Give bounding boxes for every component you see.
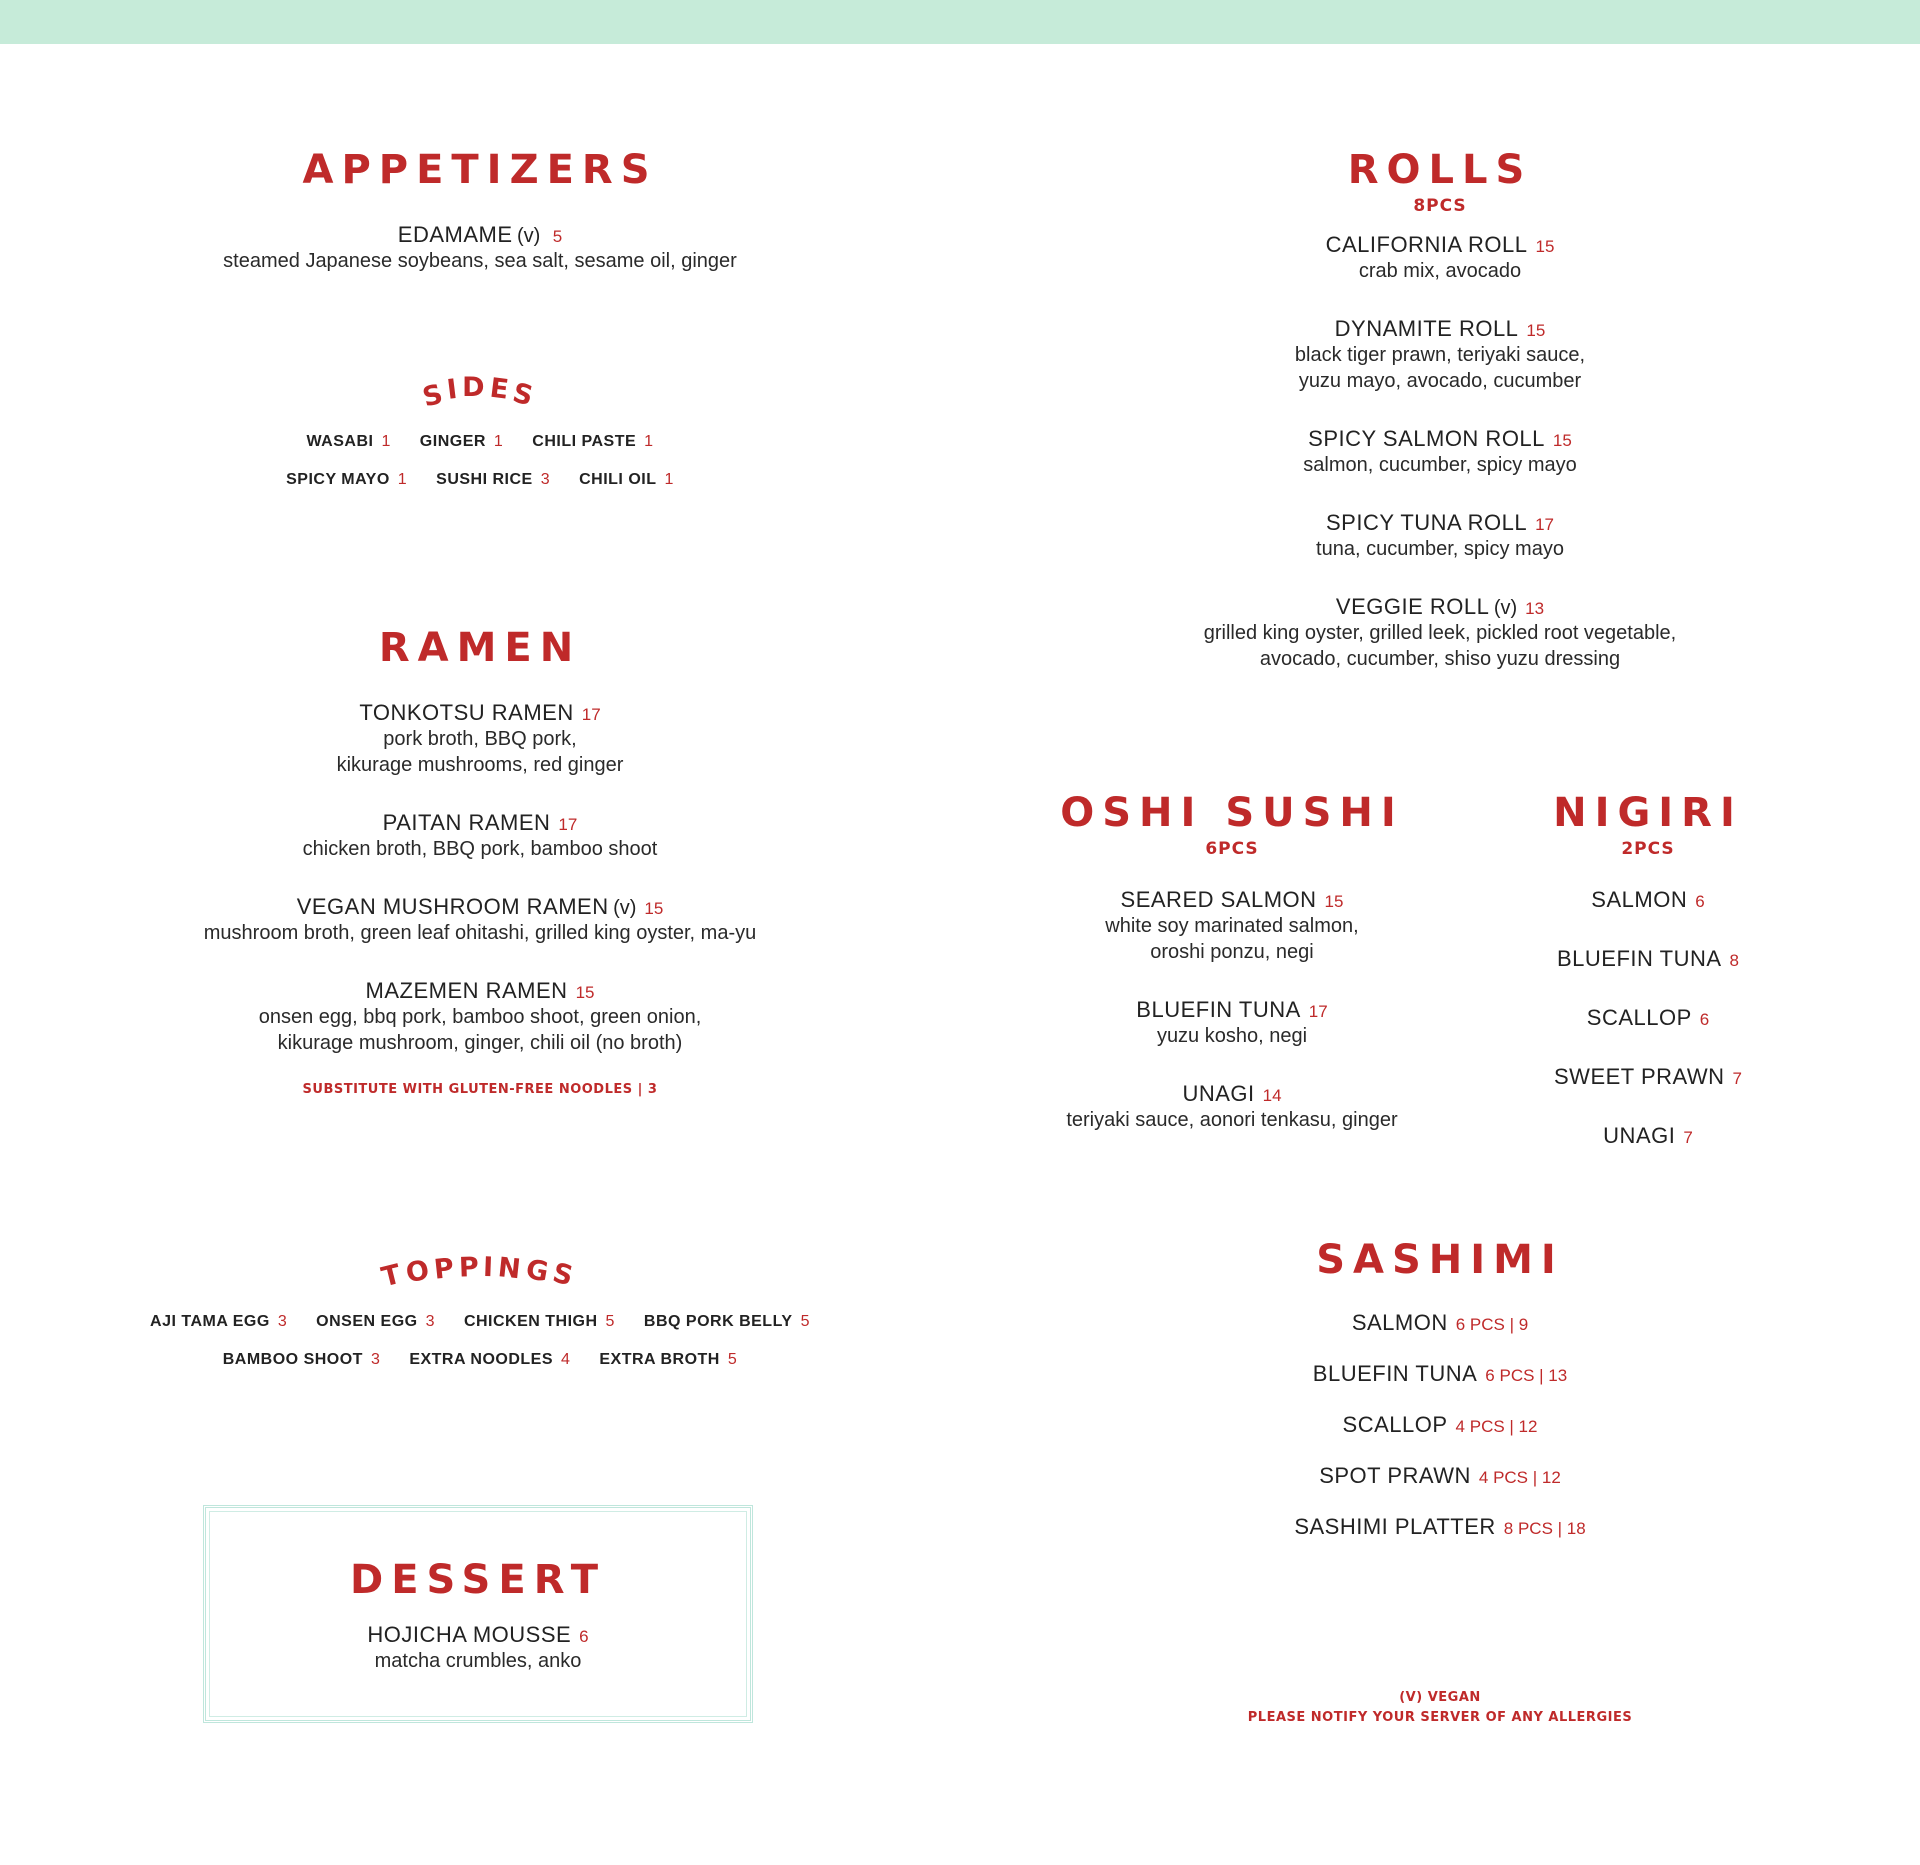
item-price: 17 xyxy=(558,815,578,834)
menu-item-spicy-salmon xyxy=(1040,426,1840,478)
item-name: VEGGIE ROLL xyxy=(1335,594,1490,619)
rolls-section xyxy=(1040,147,1840,672)
side-price: 3 xyxy=(540,471,551,488)
sashimi-item xyxy=(1040,1463,1840,1514)
oshi-sushi-heading: OSHI SUSHI xyxy=(1060,790,1404,836)
topping-item xyxy=(644,1313,810,1331)
nigiri-item xyxy=(1498,1005,1798,1064)
toppings-heading xyxy=(378,1251,582,1294)
item-name: EDAMAME xyxy=(397,222,513,247)
dessert-heading: DESSERT xyxy=(350,1557,606,1603)
footer-notes xyxy=(1040,1690,1840,1725)
side-name: WASABI xyxy=(306,433,374,450)
vegan-tag: (v) xyxy=(1493,597,1518,619)
item-description: salmon, cucumber, spicy mayo xyxy=(1303,454,1577,476)
vegan-tag: (v) xyxy=(516,225,541,247)
topping-price: 3 xyxy=(370,1351,381,1368)
item-description: mushroom broth, green leaf ohitashi, grilled king oyster, ma-yu xyxy=(203,922,757,944)
oshi-sushi-section xyxy=(1032,790,1432,1133)
side-item xyxy=(306,433,390,451)
heading-letter: E xyxy=(487,372,515,407)
item-price: 8 xyxy=(1729,951,1739,970)
item-detail: 6 PCS | 9 xyxy=(1455,1315,1529,1334)
item-name: CALIFORNIA ROLL xyxy=(1325,232,1528,257)
item-description: avocado, cucumber, shiso yuzu dressing xyxy=(1259,648,1621,670)
menu-item-hojicha xyxy=(203,1622,753,1674)
item-price: 14 xyxy=(1262,1086,1282,1105)
sashimi-item xyxy=(1040,1310,1840,1361)
item-price: 5 xyxy=(552,227,563,246)
ramen-section xyxy=(80,625,880,1097)
heading-letter: S xyxy=(419,377,451,414)
side-item xyxy=(436,471,550,489)
item-description: yuzu mayo, avocado, cucumber xyxy=(1298,370,1582,392)
item-description: teriyaki sauce, aonori tenkasu, ginger xyxy=(1066,1109,1398,1131)
sides-row-1 xyxy=(80,433,880,451)
item-description: oroshi ponzu, negi xyxy=(1150,941,1314,963)
topping-price: 5 xyxy=(605,1313,615,1330)
sashimi-section xyxy=(1040,1237,1840,1565)
top-banner xyxy=(0,0,1920,44)
item-description: kikurage mushrooms, red ginger xyxy=(336,754,624,776)
item-price: 7 xyxy=(1683,1128,1693,1147)
item-name: SWEET PRAWN xyxy=(1554,1064,1725,1089)
menu-item-veggie xyxy=(1040,594,1840,672)
item-name: SALMON xyxy=(1591,887,1688,912)
toppings-section xyxy=(80,1252,880,1369)
side-price: 1 xyxy=(397,471,408,488)
vegan-tag: (v) xyxy=(613,897,637,919)
nigiri-item xyxy=(1498,1064,1798,1123)
side-item xyxy=(286,471,407,489)
item-description: white soy marinated salmon, xyxy=(1105,915,1359,937)
item-name: SCALLOP xyxy=(1342,1412,1448,1437)
menu-item-vegan-mushroom xyxy=(80,894,880,946)
item-detail: 4 PCS | 12 xyxy=(1455,1417,1538,1436)
sashimi-heading: SASHIMI xyxy=(1316,1237,1564,1283)
item-price: 15 xyxy=(1324,892,1344,911)
topping-name: AJI TAMA EGG xyxy=(150,1313,270,1330)
item-price: 15 xyxy=(575,983,595,1002)
item-price: 17 xyxy=(1308,1002,1328,1021)
topping-name: CHICKEN THIGH xyxy=(463,1313,598,1330)
allergy-notice: PLEASE NOTIFY YOUR SERVER OF ANY ALLERGIES xyxy=(1247,1710,1633,1725)
side-item xyxy=(420,433,504,451)
item-name: SALMON xyxy=(1351,1310,1448,1335)
appetizers-section xyxy=(80,147,880,274)
item-name: DYNAMITE ROLL xyxy=(1334,316,1519,341)
ramen-heading: RAMEN xyxy=(378,625,582,671)
toppings-row-1 xyxy=(80,1313,880,1331)
menu-item-bluefin-tuna xyxy=(1032,997,1432,1049)
heading-letter: I xyxy=(482,1251,499,1284)
heading-letter: I xyxy=(445,373,464,406)
vegan-legend: (V) VEGAN xyxy=(1399,1690,1481,1705)
item-description: steamed Japanese soybeans, sea salt, sesame oil, ginger xyxy=(223,250,737,272)
topping-price: 4 xyxy=(561,1351,571,1368)
menu-item-spicy-tuna xyxy=(1040,510,1840,562)
item-price: 17 xyxy=(581,705,601,724)
item-price: 7 xyxy=(1732,1069,1742,1088)
item-name: SPOT PRAWN xyxy=(1319,1463,1471,1488)
nigiri-section xyxy=(1498,790,1798,1182)
appetizers-heading: APPETIZERS xyxy=(302,147,658,193)
item-name: BLUEFIN TUNA xyxy=(1312,1361,1478,1386)
gluten-free-note: SUBSTITUTE WITH GLUTEN-FREE NOODLES | 3 xyxy=(302,1082,658,1097)
item-name: PAITAN RAMEN xyxy=(382,810,551,835)
topping-item xyxy=(316,1313,435,1331)
heading-letter: S xyxy=(549,1257,582,1294)
side-name: CHILI PASTE xyxy=(532,433,637,450)
topping-name: EXTRA NOODLES xyxy=(409,1351,554,1368)
item-name: SPICY SALMON ROLL xyxy=(1308,426,1545,451)
side-price: 1 xyxy=(381,433,391,450)
topping-item xyxy=(464,1313,615,1331)
item-price: 6 xyxy=(579,1627,589,1646)
item-description: pork broth, BBQ pork, xyxy=(383,728,577,750)
menu-item-dynamite xyxy=(1040,316,1840,394)
rolls-heading: ROLLS xyxy=(1347,147,1533,193)
topping-item xyxy=(599,1351,737,1369)
item-detail: 8 PCS | 18 xyxy=(1503,1519,1586,1538)
item-price: 15 xyxy=(644,899,664,918)
topping-name: BAMBOO SHOOT xyxy=(222,1351,363,1368)
topping-price: 3 xyxy=(425,1313,435,1330)
side-name: SUSHI RICE xyxy=(436,471,533,488)
sashimi-item xyxy=(1040,1412,1840,1463)
sashimi-item xyxy=(1040,1361,1840,1412)
sides-heading xyxy=(419,372,541,414)
nigiri-heading: NIGIRI xyxy=(1553,790,1743,836)
topping-item xyxy=(223,1351,381,1369)
item-name: HOJICHA MOUSSE xyxy=(367,1622,572,1647)
side-name: GINGER xyxy=(419,433,486,450)
item-name: SEARED SALMON xyxy=(1120,887,1317,912)
topping-price: 5 xyxy=(727,1351,738,1368)
item-name: UNAGI xyxy=(1603,1123,1676,1148)
oshi-sushi-subtitle: 6PCS xyxy=(1205,839,1259,859)
item-price: 15 xyxy=(1526,321,1546,340)
heading-letter: P xyxy=(432,1252,461,1286)
item-description: matcha crumbles, anko xyxy=(374,1650,582,1672)
item-price: 15 xyxy=(1552,431,1572,450)
item-price: 17 xyxy=(1535,515,1555,534)
item-price: 6 xyxy=(1695,892,1705,911)
item-description: tuna, cucumber, spicy mayo xyxy=(1316,538,1564,560)
item-name: BLUEFIN TUNA xyxy=(1557,946,1722,971)
item-name: SASHIMI PLATTER xyxy=(1294,1514,1496,1539)
item-price: 15 xyxy=(1535,237,1555,256)
item-name: TONKOTSU RAMEN xyxy=(359,700,574,725)
item-description: onsen egg, bbq pork, bamboo shoot, green onion, xyxy=(258,1006,702,1028)
item-description: black tiger prawn, teriyaki sauce, xyxy=(1294,344,1586,366)
topping-item xyxy=(409,1351,570,1369)
menu-item-tonkotsu xyxy=(80,700,880,778)
menu-item-unagi xyxy=(1032,1081,1432,1133)
heading-letter: T xyxy=(378,1257,410,1294)
side-item xyxy=(532,433,653,451)
topping-price: 5 xyxy=(800,1313,810,1330)
nigiri-item xyxy=(1498,946,1798,1005)
heading-letter: O xyxy=(403,1253,437,1290)
sides-section xyxy=(80,372,880,489)
nigiri-item xyxy=(1498,887,1798,946)
item-name: MAZEMEN RAMEN xyxy=(365,978,568,1003)
item-price: 6 xyxy=(1699,1010,1710,1029)
item-price: 13 xyxy=(1525,599,1545,618)
item-description: crab mix, avocado xyxy=(1358,260,1522,282)
toppings-row-2 xyxy=(80,1351,880,1369)
item-description: yuzu kosho, negi xyxy=(1156,1025,1308,1047)
item-name: VEGAN MUSHROOM RAMEN xyxy=(296,894,609,919)
heading-letter: N xyxy=(496,1252,528,1286)
topping-item xyxy=(150,1313,287,1331)
item-name: BLUEFIN TUNA xyxy=(1136,997,1301,1022)
item-name: UNAGI xyxy=(1182,1081,1255,1106)
rolls-subtitle: 8PCS xyxy=(1413,196,1467,216)
topping-name: EXTRA BROTH xyxy=(599,1351,720,1368)
topping-name: BBQ PORK BELLY xyxy=(643,1313,793,1330)
sides-row-2 xyxy=(80,471,880,489)
item-description: grilled king oyster, grilled leek, pickled root vegetable, xyxy=(1203,622,1677,644)
menu-item-edamame xyxy=(80,222,880,274)
dessert-section xyxy=(203,1557,753,1674)
side-name: CHILI OIL xyxy=(579,471,657,488)
nigiri-item xyxy=(1498,1123,1798,1182)
nigiri-subtitle: 2PCS xyxy=(1621,839,1675,859)
menu-item-mazemen xyxy=(80,978,880,1056)
menu-item-california xyxy=(1040,232,1840,284)
item-detail: 6 PCS | 13 xyxy=(1485,1366,1568,1385)
side-item xyxy=(579,471,674,489)
item-description: chicken broth, BBQ pork, bamboo shoot xyxy=(302,838,658,860)
heading-letter: P xyxy=(458,1251,484,1284)
side-name: SPICY MAYO xyxy=(286,471,390,488)
side-price: 1 xyxy=(644,433,654,450)
sashimi-item xyxy=(1040,1514,1840,1565)
heading-letter: G xyxy=(523,1253,556,1290)
heading-letter: D xyxy=(462,372,490,403)
side-price: 1 xyxy=(664,471,674,488)
item-name: SPICY TUNA ROLL xyxy=(1325,510,1528,535)
menu-item-seared-salmon xyxy=(1032,887,1432,965)
item-description: kikurage mushroom, ginger, chili oil (no broth) xyxy=(277,1032,683,1054)
topping-price: 3 xyxy=(277,1313,288,1330)
item-name: SCALLOP xyxy=(1586,1005,1692,1030)
side-price: 1 xyxy=(493,433,504,450)
menu-item-paitan xyxy=(80,810,880,862)
topping-name: ONSEN EGG xyxy=(316,1313,418,1330)
heading-letter: S xyxy=(509,377,541,414)
item-detail: 4 PCS | 12 xyxy=(1478,1468,1561,1487)
